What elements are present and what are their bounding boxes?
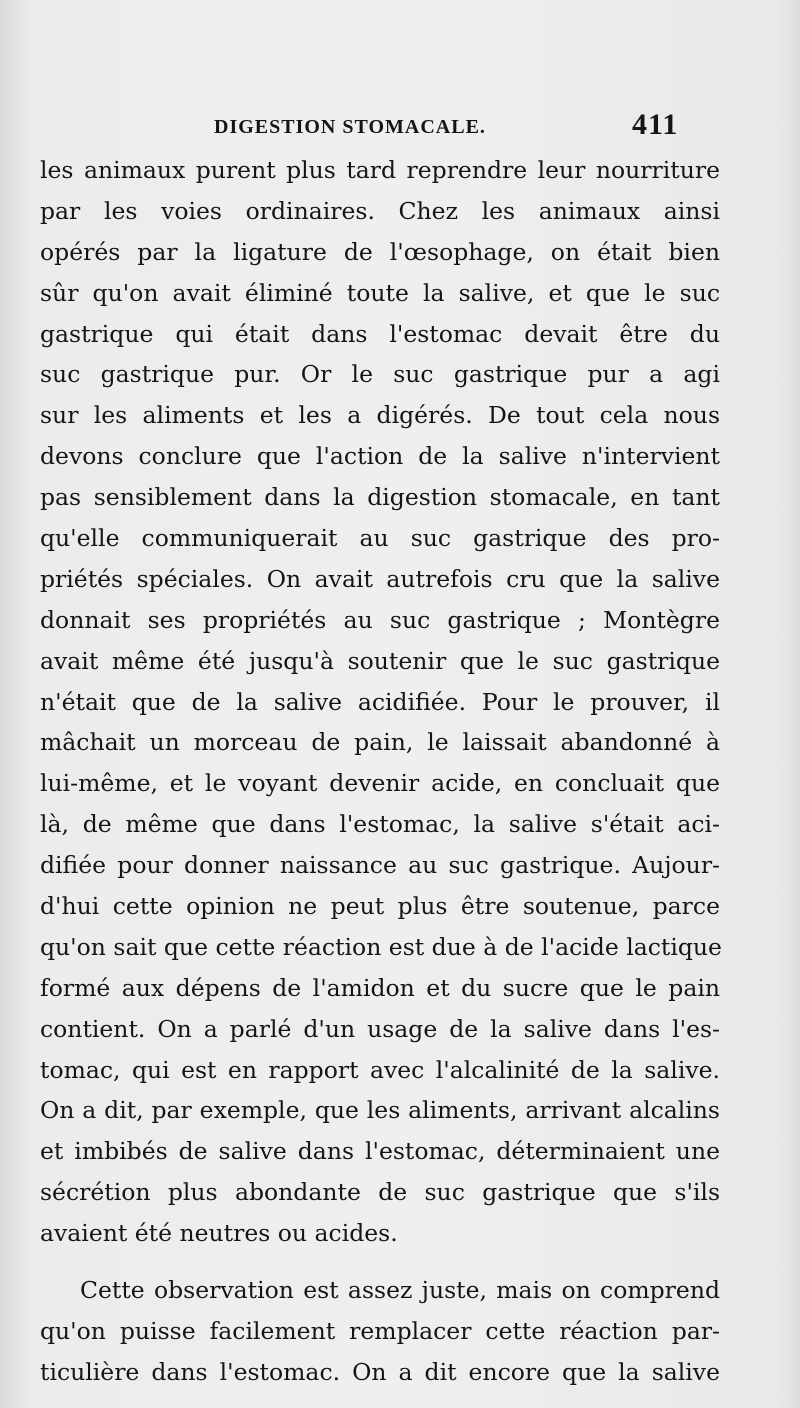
- text-line: tomac, qui est en rapport avec l'alcalinité de la salive.: [40, 1055, 720, 1084]
- text-line: pas sensiblement dans la digestion stomacale, en tant: [40, 483, 720, 512]
- running-head: [0, 108, 800, 148]
- text-line: priétés spéciales. On avait autrefois cru que la salive: [40, 564, 720, 593]
- text-line: sûr qu'on avait éliminé toute la salive, et que le suc: [40, 278, 720, 307]
- text-line: suc gastrique pur. Or le suc gastrique pur a agi: [40, 360, 720, 389]
- text-line: contient. On a parlé d'un usage de la salive dans l'es-: [40, 1014, 720, 1043]
- paragraph: [40, 1270, 720, 1393]
- text-line: qu'on puisse facilement remplacer cette réaction par-: [40, 1316, 720, 1345]
- text-line: par les voies ordinaires. Chez les animaux ainsi: [40, 196, 720, 225]
- text-line: Cette observation est assez juste, mais on comprend: [80, 1276, 720, 1305]
- text-line: sur les aliments et les a digérés. De tout cela nous: [40, 401, 720, 430]
- text-line: opérés par la ligature de l'œsophage, on était bien: [40, 237, 720, 266]
- text-line: avait même été jusqu'à soutenir que le suc gastrique: [40, 646, 720, 675]
- running-title: DIGESTION STOMACALE.: [214, 116, 486, 138]
- text-line: On a dit, par exemple, que les aliments, arrivant alcalins: [40, 1096, 720, 1125]
- text-line: lui-même, et le voyant devenir acide, en concluait que: [40, 769, 720, 798]
- paragraph-gap: [40, 1254, 720, 1270]
- text-line: qu'elle communiquerait au suc gastrique des pro-: [40, 524, 720, 553]
- text-line: donnait ses propriétés au suc gastrique ; Montègre: [40, 605, 720, 634]
- text-line: et imbibés de salive dans l'estomac, déterminaient une: [40, 1137, 720, 1166]
- text-line: les animaux purent plus tard reprendre leur nourriture: [40, 156, 720, 184]
- text-line: difiée pour donner naissance au suc gastrique. Aujour-: [40, 851, 720, 880]
- text-line: mâchait un morceau de pain, le laissait abandonné à: [40, 728, 720, 757]
- page-number: 411: [632, 108, 679, 141]
- paragraph: [40, 150, 720, 1254]
- text-line: d'hui cette opinion ne peut plus être soutenue, parce: [40, 892, 720, 921]
- text-line: formé aux dépens de l'amidon et du sucre que le pain: [40, 973, 720, 1002]
- text-line: qu'on sait que cette réaction est due à de l'acide lactique: [40, 932, 722, 961]
- text-line: là, de même que dans l'estomac, la salive s'était aci-: [40, 810, 720, 839]
- text-line: sécrétion plus abondante de suc gastrique que s'ils: [40, 1178, 720, 1207]
- text-line: ticulière dans l'estomac. On a dit encore que la salive: [40, 1357, 720, 1386]
- text-line: avaient été neutres ou acides.: [40, 1219, 398, 1248]
- text-line: gastrique qui était dans l'estomac devait être du: [40, 319, 720, 348]
- body-text: [40, 150, 720, 1393]
- text-line: devons conclure que l'action de la salive n'intervient: [40, 442, 720, 471]
- text-line: n'était que de la salive acidifiée. Pour le prouver, il: [40, 687, 720, 716]
